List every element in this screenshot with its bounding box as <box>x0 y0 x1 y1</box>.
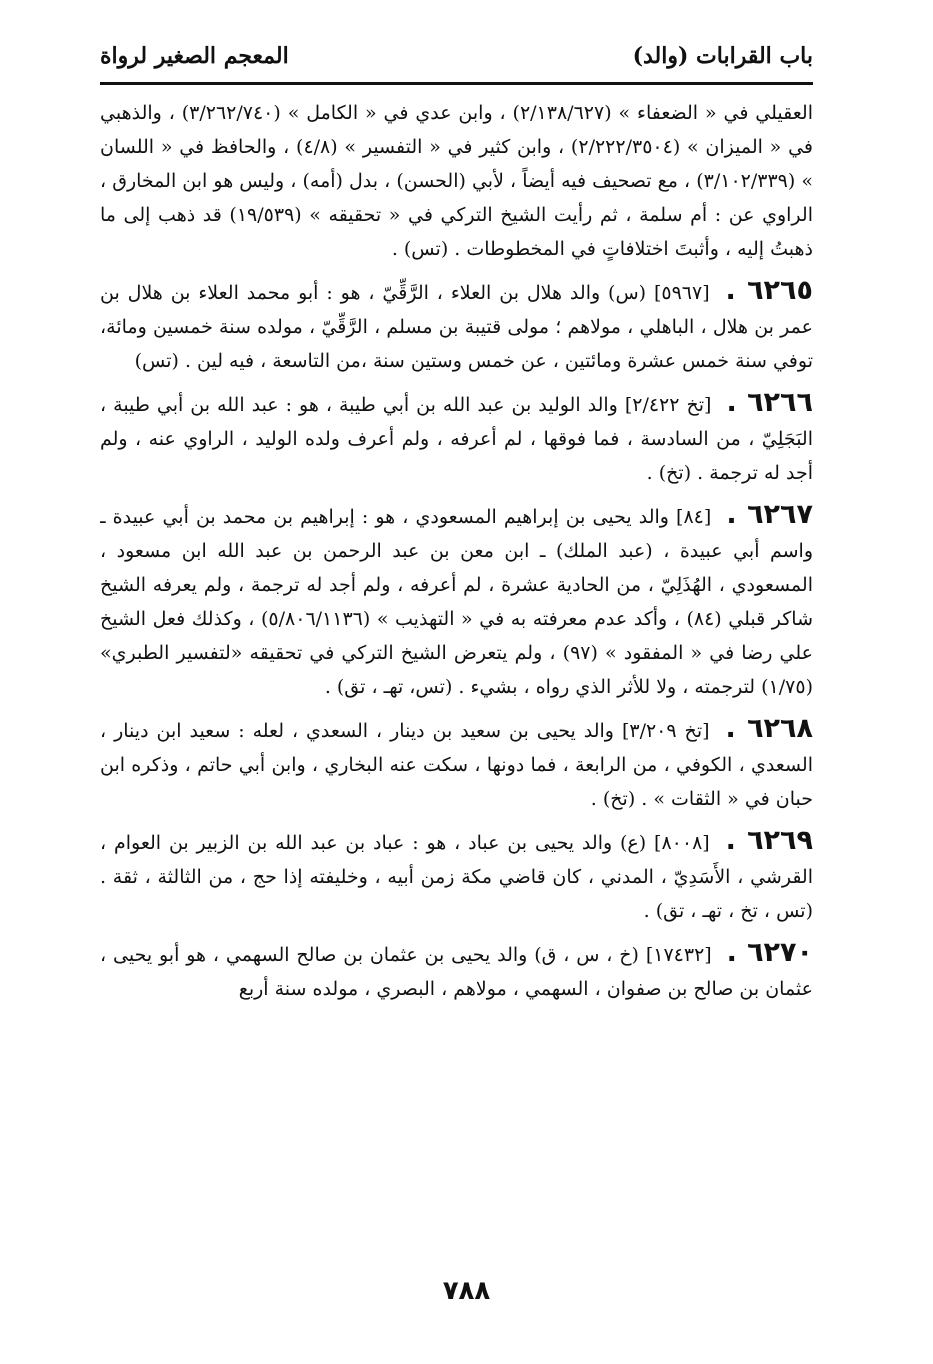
entry-text: [٥٩٦٧] (س) والد هلال بن العلاء ، الرَّقِّيّ ، هو : أبو محمد العلاء بن هلال بن عمر بن هلال ، الباهلي ، مولاهم ؛ مولى قتيبة بن مسلم ، الرَّقِّيّ ، مولده سنة خمسين ومائة، توفي سنة خمس عشرة ومائتين ، عن خمس وستين سنة ،من التاسعة ، فيه لين . (تس) <box>100 282 813 372</box>
entry-6267 <box>100 498 813 704</box>
intro-paragraph: العقيلي في « الضعفاء » (٢/١٣٨/٦٢٧) ، وابن عدي في « الكامل » (٣/٢٦٢/٧٤٠) ، والذهبي في « الميزان » (٢/٢٢٢/٣٥٠٤) ، وابن كثير في « التفسير » (٤/٨) ، والحافظ في « اللسان » (٣/١٠٢/٣٣٩) ، مع تصحيف فيه أيضاً ، لأبي (الحسن) ، بدل (أمه) ، وليس هو ابن المخارق ، الراوي عن : أم سلمة ، ثم رأيت الشيخ التركي في « تحقيقه » (١٩/٥٣٩) قد ذهب إلى ما ذهبتُ إليه ، وأثبتَ اختلافاتٍ في المخطوطات . (تس) . <box>100 102 813 260</box>
entry-6270 <box>100 936 813 1006</box>
page-body <box>100 96 813 1246</box>
book-title: المعجم الصغير لرواة <box>100 43 289 69</box>
entry-text: [١٧٤٣٢] (خ ، س ، ق) والد يحيى بن عثمان بن صالح السهمي ، هو أبو يحيى ، عثمان بن صالح بن صفوان ، السهمي ، مولاهم ، البصري ، مولده سنة أربع <box>100 944 813 1000</box>
entry-text: [تخ ٢/٤٢٢] والد الوليد بن عبد الله بن أبي طيبة ، هو : عبد الله بن أبي طيبة ، البَجَلِيّ ، من السادسة ، فما فوقها ، لم أعرفه ، ولم أعرف ولده الوليد ، الراوي عنه ، ولم أجد له ترجمة . (تخ) . <box>100 394 813 484</box>
entry-text: [٨٠٠٨] (ع) والد يحيى بن عباد ، هو : عباد بن عبد الله بن الزبير بن العوام ، القرشي ، الأَسَدِيّ ، المدني ، كان قاضي مكة زمن أبيه ، وخليفته إذا حج ، من الثالثة ، ثقة . (تس ، تخ ، تهـ ، تق) . <box>100 832 813 922</box>
page-number: ٧٨٨ <box>442 1276 491 1306</box>
entry-number: ٦٢٦٦ . <box>726 387 813 418</box>
entry-number: ٦٢٦٥ . <box>725 275 813 306</box>
entry-6265 <box>100 274 813 378</box>
entry-number: ٦٢٧٠ . <box>726 937 813 968</box>
entry-6266 <box>100 386 813 490</box>
entry-text: [٨٤] والد يحيى بن إبراهيم المسعودي ، هو : إبراهيم بن محمد بن أبي عبيدة ـ واسم أبي عبيدة ، (عبد الملك) ـ ابن معن بن عبد الرحمن بن عبد الله ابن مسعود ، المسعودي ، الهُذَلِيّ ، من الحادية عشرة ، لم أعرفه ، ولم أجد له ترجمة ، ولم يعرفه الشيخ شاكر قبلي (٨٤) ، وأكد عدم معرفته به في « التهذيب » (٥/٨٠٦/١١٣٦) ، وكذلك فعل الشيخ علي رضا في « المفقود » (٩٧) ، ولم يتعرض الشيخ التركي في تحقيقه «لتفسير الطبري» (١/٧٥) لترجمته ، ولا للأثر الذي رواه ، بشيء . (تس، تهـ ، تق) . <box>100 506 813 698</box>
entry-6268 <box>100 712 813 816</box>
entry-number: ٦٢٦٨ . <box>725 713 813 744</box>
entry-number: ٦٢٦٧ . <box>726 499 813 530</box>
entry-text: [تخ ٣/٢٠٩] والد يحيى بن سعيد بن دينار ، السعدي ، لعله : سعيد ابن دينار ، السعدي ، الكوفي ، من الرابعة ، فما دونها ، سكت عنه البخاري ، وابن أبي حاتم ، وذكره ابن حبان في « الثقات » . (تخ) . <box>100 720 813 810</box>
header-divider <box>100 82 813 85</box>
entry-number: ٦٢٦٩ . <box>725 825 813 856</box>
running-header <box>100 30 813 82</box>
entry-6269 <box>100 824 813 928</box>
chapter-title: باب القرابات (والد) <box>632 43 813 69</box>
